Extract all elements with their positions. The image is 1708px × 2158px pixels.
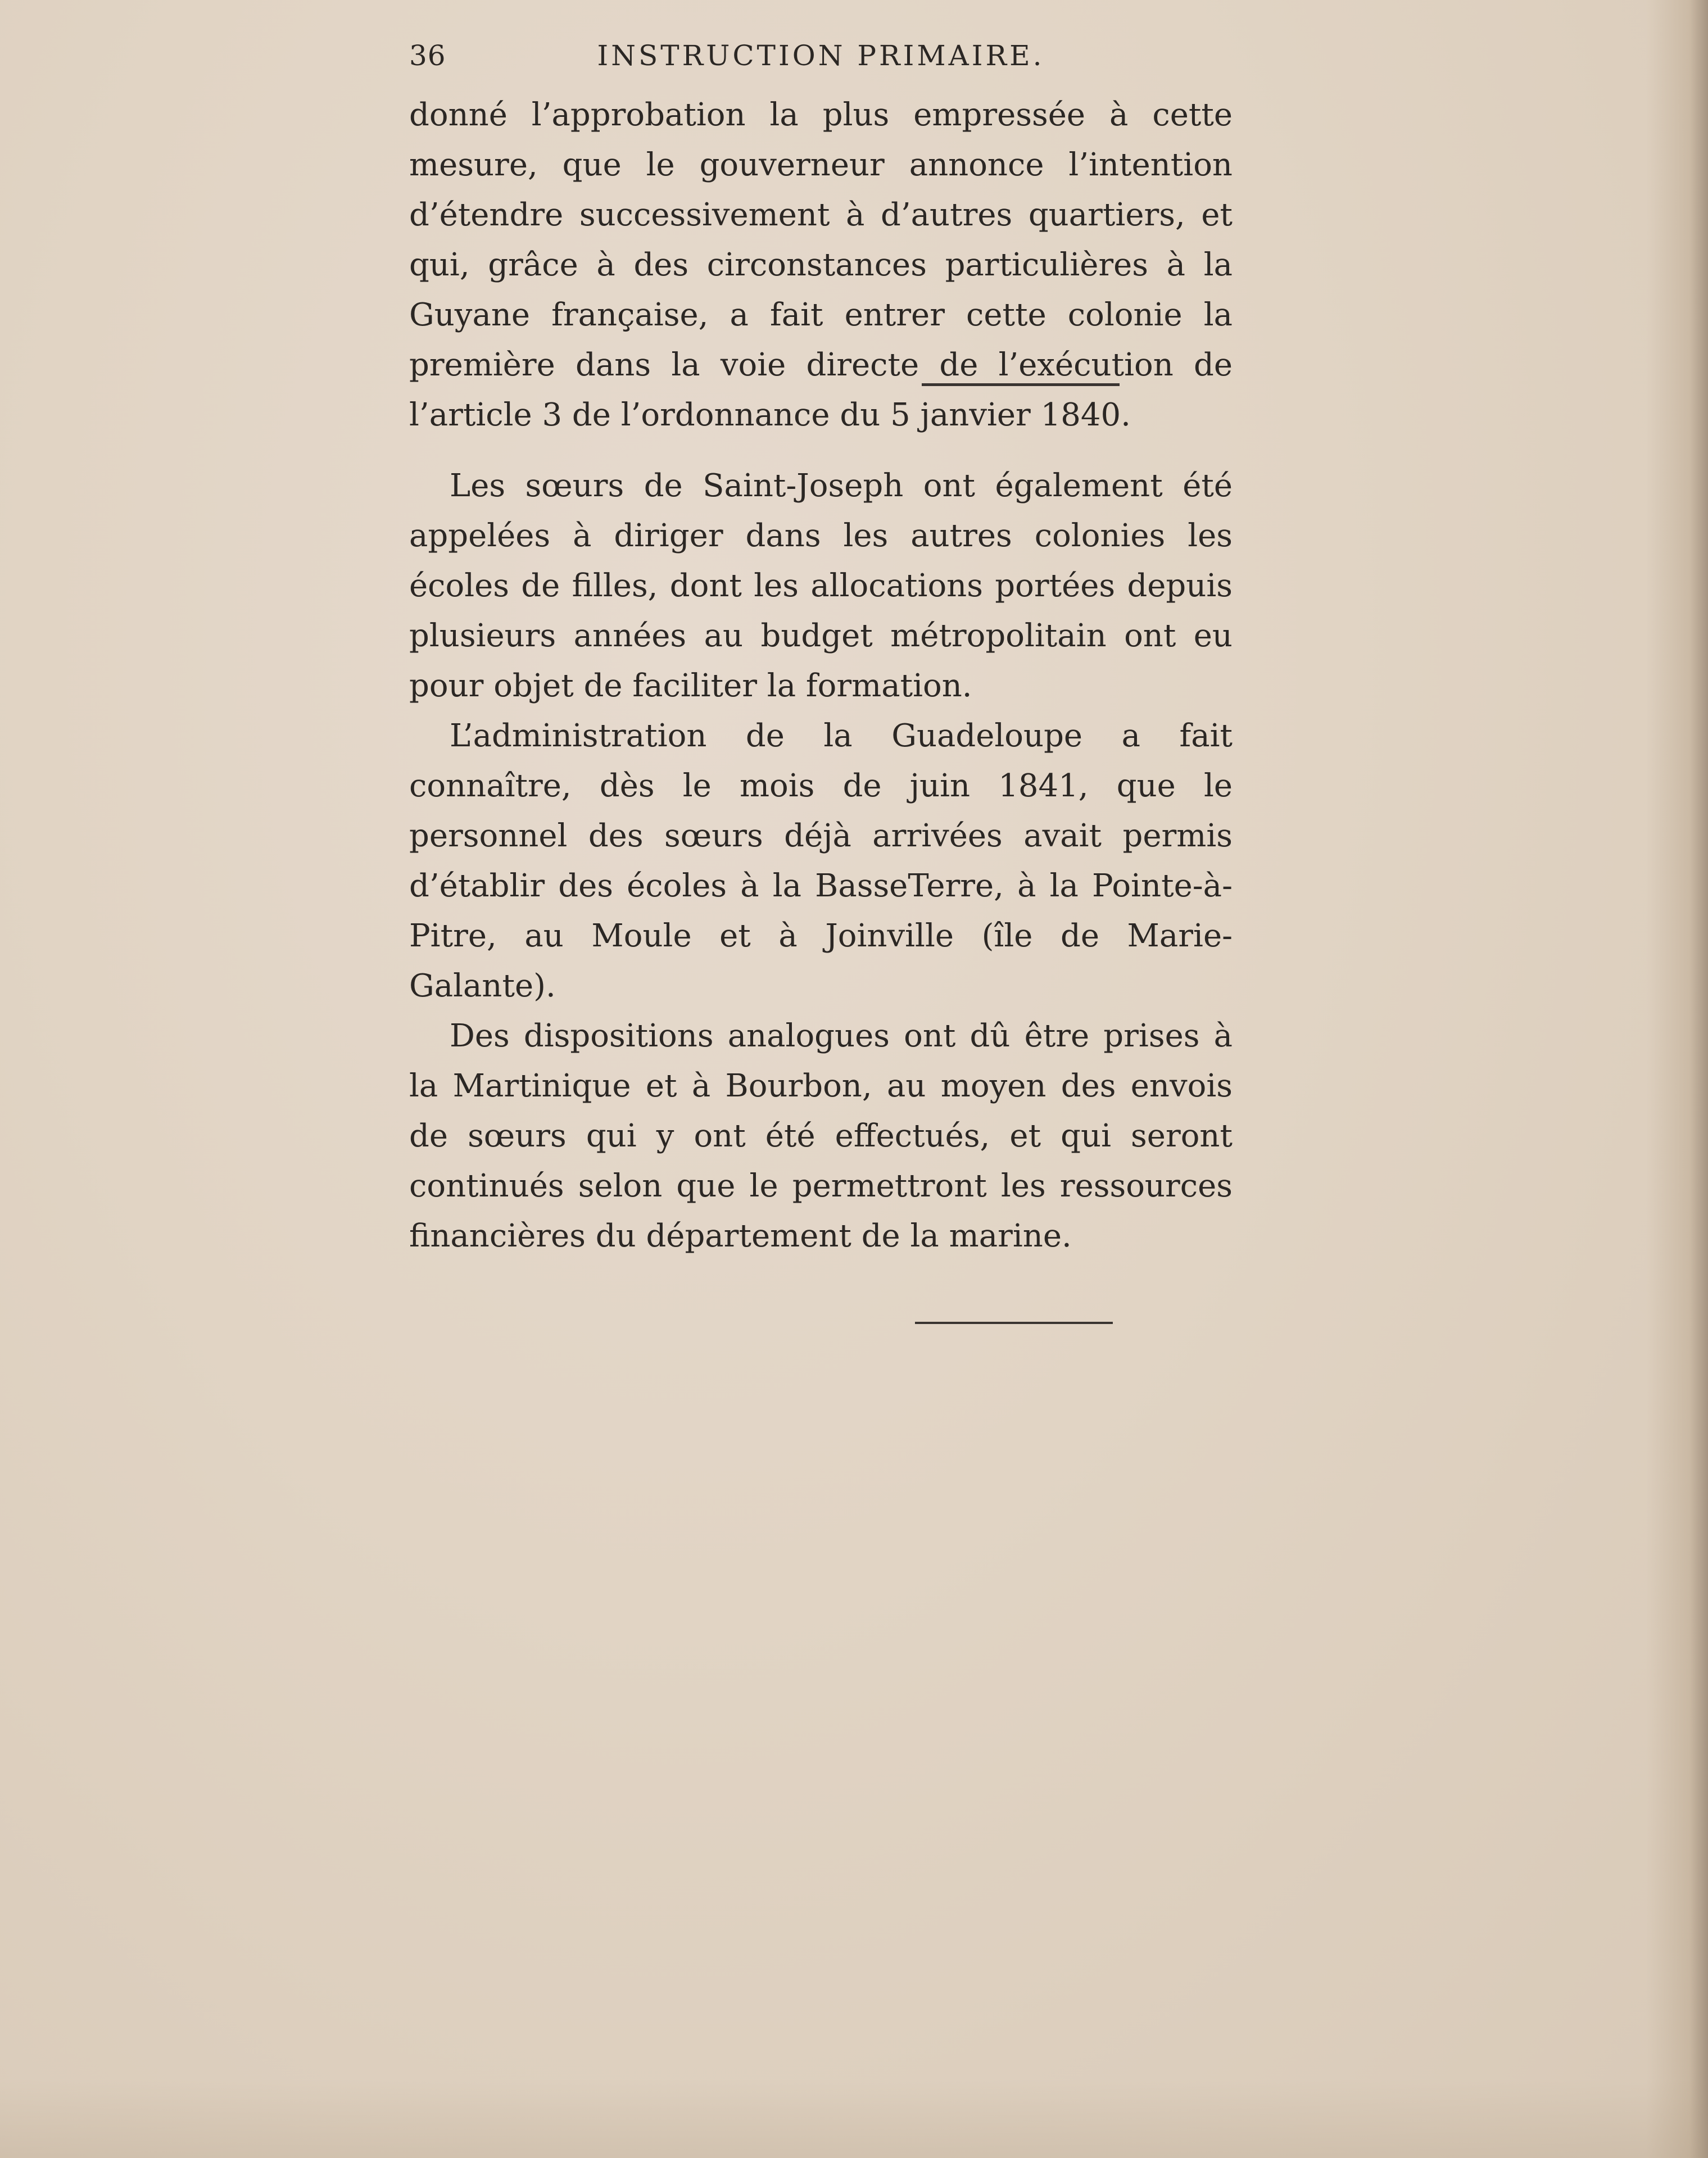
page-edge-shadow (1646, 0, 1708, 2158)
section-body (409, 461, 1233, 1261)
running-head: INSTRUCTION PRIMAIRE. (597, 39, 1045, 72)
end-divider-rule (915, 1322, 1113, 1324)
paragraph-guadeloupe: L’administration de la Guadeloupe a fait connaître, dès le mois de juin 1841, que le personnel des sœurs déjà arrivées avait permis d’établir des écoles à la BasseTerre, à la Pointe-à-Pitre, au Moule et à Joinville (île de Marie-Galante). (409, 718, 1233, 1004)
page-number: 36 (409, 39, 446, 72)
page-header (409, 35, 1233, 80)
continuation-block (409, 90, 1233, 440)
page-bottom-shadow (0, 2079, 1708, 2158)
paragraph-saint-joseph: Les sœurs de Saint-Joseph ont également été appelées à diriger dans les autres colonies les écoles de filles, dont les allocations portées depuis plusieurs années au budget métropolitain ont eu pour objet de faciliter la formation. (409, 468, 1233, 704)
paragraph-martinique-bourbon: Des dispositions analogues ont dû être prises à la Martinique et à Bourbon, au moyen des envois de sœurs qui y ont été effectués, et qui seront continués selon que le permettront les ressources financières du département de la marine. (409, 1018, 1233, 1254)
section-divider-rule (922, 383, 1120, 386)
continuation-paragraph: donné l’approbation la plus empressée à cette mesure, que le gouverneur annonce l’intention d’étendre successivement à d’autres quartiers, et qui, grâce à des circonstances particulières à la Guyane française, a fait entrer cette colonie la première dans la voie directe de l’exécution de l’article 3 de l’ordonnance du 5 janvier 1840. (409, 97, 1233, 433)
